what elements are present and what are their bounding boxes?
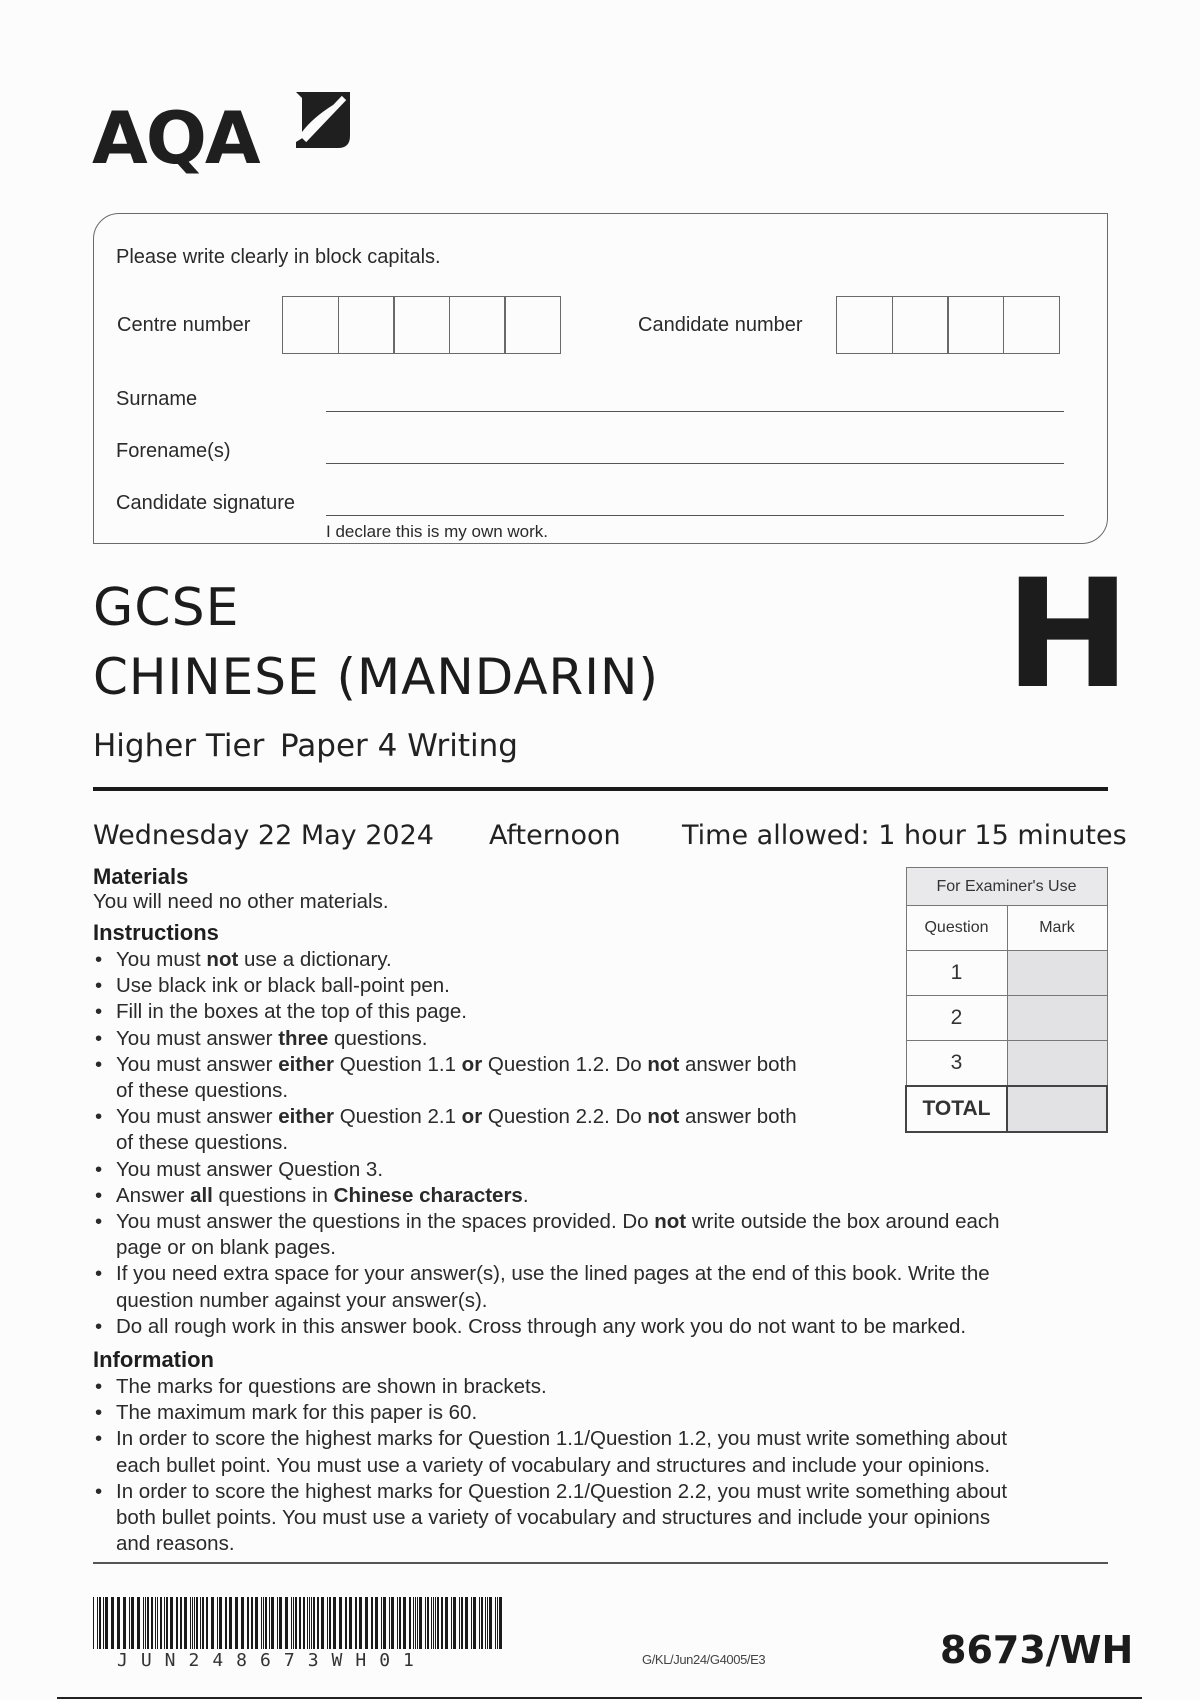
- barcode-bar: [225, 1597, 227, 1649]
- barcode-bar: [359, 1597, 362, 1649]
- barcode-bar: [391, 1597, 394, 1649]
- question-number: 2: [906, 996, 1007, 1041]
- list-item: [93, 1183, 1093, 1209]
- list-item-text: answer both: [679, 1052, 797, 1076]
- barcode-bar: [445, 1597, 448, 1649]
- barcode-bar: [451, 1597, 452, 1649]
- candidate-number-digit[interactable]: [892, 296, 949, 354]
- surname-field[interactable]: [326, 411, 1064, 412]
- barcode-bar: [461, 1597, 463, 1649]
- bold-text: all: [190, 1183, 213, 1207]
- barcode-bar: [277, 1597, 278, 1649]
- list-item-text: In order to score the highest marks for Question 2.1/Question 2.2, you must write something about: [116, 1479, 1008, 1503]
- barcode-bar: [255, 1597, 258, 1649]
- barcode-bar: [265, 1597, 267, 1649]
- barcode-bar: [307, 1597, 308, 1649]
- barcode-bar: [211, 1597, 214, 1649]
- barcode-bar: [206, 1597, 208, 1649]
- barcode-bar: [381, 1597, 382, 1649]
- barcode-bar: [200, 1597, 201, 1649]
- candidate-number-digit[interactable]: [1003, 296, 1060, 354]
- barcode-bar: [441, 1597, 443, 1649]
- barcode-bar: [425, 1597, 426, 1649]
- candidate-number-boxes[interactable]: [836, 296, 1058, 354]
- barcode-bar: [339, 1597, 342, 1649]
- bold-text: either: [278, 1105, 335, 1129]
- barcode-bar: [489, 1597, 492, 1649]
- total-label: TOTAL: [906, 1086, 1007, 1132]
- bold-text: either: [278, 1052, 335, 1076]
- list-item: [93, 1261, 1093, 1313]
- time-allowed: Time allowed: 1 hour 15 minutes: [682, 820, 1127, 851]
- barcode-bar: [263, 1597, 264, 1649]
- barcode-bar: [497, 1597, 498, 1649]
- barcode-bar: [417, 1597, 418, 1649]
- barcode-bar: [495, 1597, 496, 1649]
- list-item: [93, 1479, 1108, 1558]
- list-item-text: Question 1.2. Do: [482, 1052, 648, 1076]
- list-item-continuation: of these questions.: [116, 1079, 289, 1103]
- total-row: [906, 1086, 1107, 1132]
- barcode-bar: [202, 1597, 204, 1649]
- barcode-bar: [103, 1597, 104, 1649]
- page-bottom-edge: [57, 1697, 1142, 1699]
- document-reference: G/KL/Jun24/G4005/E3: [642, 1652, 766, 1667]
- list-item-text: use a dictionary.: [238, 948, 392, 971]
- barcode-bar: [123, 1597, 126, 1649]
- question-number: 3: [906, 1041, 1007, 1087]
- total-mark-cell: [1007, 1086, 1107, 1132]
- barcode-bar: [160, 1597, 162, 1649]
- barcode-bar: [383, 1597, 386, 1649]
- list-item-text: questions.: [328, 1026, 428, 1050]
- exam-date: Wednesday 22 May 2024: [93, 820, 434, 851]
- barcode-bar: [329, 1597, 331, 1649]
- barcode-bar: [229, 1597, 232, 1649]
- barcode-bar: [433, 1597, 434, 1649]
- mark-cell: [1007, 1041, 1107, 1087]
- logo-text: AQA: [92, 96, 259, 180]
- declaration-text: I declare this is my own work.: [326, 522, 549, 541]
- bold-text: not: [654, 1210, 687, 1234]
- barcode-bar: [241, 1597, 244, 1649]
- barcode: [93, 1597, 503, 1649]
- list-item-text: You must answer the questions in the spaces provided. Do: [116, 1210, 655, 1234]
- list-item-text: Question 1.1: [334, 1052, 462, 1076]
- barcode-bar: [247, 1597, 249, 1649]
- barcode-bar: [235, 1597, 238, 1649]
- list-item: [93, 1209, 1093, 1261]
- qualification-title: GCSE: [93, 578, 240, 638]
- barcode-bar: [251, 1597, 253, 1649]
- barcode-bar: [321, 1597, 324, 1649]
- barcode-bar: [399, 1597, 401, 1649]
- paper-label: Paper 4 Writing: [280, 728, 518, 764]
- barcode-bar: [349, 1597, 352, 1649]
- instructions-heading: Instructions: [93, 920, 219, 945]
- list-item-text: Question 2.2. Do: [482, 1105, 648, 1129]
- barcode-bar: [375, 1597, 378, 1649]
- list-item-text: Answer: [116, 1183, 191, 1207]
- barcode-bar: [299, 1597, 301, 1649]
- list-item-continuation: and reasons.: [116, 1532, 235, 1556]
- list-item-text: You must: [116, 948, 207, 971]
- barcode-bar: [291, 1597, 292, 1649]
- barcode-bar: [431, 1597, 432, 1649]
- list-item-text: You must answer: [116, 1052, 279, 1076]
- candidate-number-digit[interactable]: [947, 296, 1004, 354]
- subject-title: CHINESE (MANDARIN): [93, 648, 659, 706]
- barcode-bar: [219, 1597, 222, 1649]
- forenames-label: Forename(s): [116, 440, 231, 462]
- barcode-bar: [415, 1597, 416, 1649]
- bold-text: not: [206, 948, 239, 971]
- bold-text: not: [647, 1105, 680, 1129]
- bold-text: or: [461, 1105, 483, 1129]
- barcode-bar: [333, 1597, 336, 1649]
- barcode-bar: [479, 1597, 480, 1649]
- bold-text: three: [278, 1026, 329, 1050]
- barcode-bar: [435, 1597, 436, 1649]
- barcode-bar: [192, 1597, 193, 1649]
- barcode-bar: [437, 1597, 439, 1649]
- barcode-bar: [481, 1597, 483, 1649]
- list-item: [93, 1374, 1108, 1400]
- barcode-bar: [427, 1597, 429, 1649]
- barcode-bar: [194, 1597, 195, 1649]
- question-number: 1: [906, 951, 1007, 996]
- barcode-bar: [190, 1597, 191, 1649]
- barcode-bar: [269, 1597, 270, 1649]
- barcode-bar: [97, 1597, 98, 1649]
- aqa-leaf-icon: [294, 92, 350, 148]
- list-item-text: The maximum mark for this paper is 60.: [116, 1401, 478, 1425]
- barcode-bar: [397, 1597, 398, 1649]
- barcode-bar: [311, 1597, 312, 1649]
- barcode-bar: [303, 1597, 305, 1649]
- centre-number-digit[interactable]: [449, 296, 506, 354]
- centre-number-digit[interactable]: [338, 296, 395, 354]
- barcode-bar: [295, 1597, 297, 1649]
- paper-code: 8673/WH: [940, 1628, 1134, 1672]
- list-item-text: Do all rough work in this answer book. Cross through any work you do not want to be marked.: [116, 1314, 967, 1338]
- barcode-bar: [473, 1597, 476, 1649]
- list-item-text: Question 2.1: [334, 1105, 462, 1129]
- barcode-bar: [487, 1597, 488, 1649]
- barcode-bar: [317, 1597, 319, 1649]
- information-list: [93, 1374, 1108, 1557]
- barcode-bar: [345, 1597, 347, 1649]
- list-item-text: You must answer Question 3.: [116, 1157, 384, 1181]
- barcode-bar: [145, 1597, 146, 1649]
- question-column-header: Question: [906, 906, 1007, 951]
- barcode-bar: [137, 1597, 140, 1649]
- list-item-text: answer both: [679, 1105, 797, 1129]
- list-item: [93, 1426, 1108, 1478]
- barcode-bar: [293, 1597, 294, 1649]
- list-item-text: The marks for questions are shown in brackets.: [116, 1375, 547, 1398]
- barcode-bar: [499, 1597, 502, 1649]
- list-item: [93, 1314, 1093, 1340]
- signature-field[interactable]: [326, 515, 1064, 516]
- barcode-bar: [129, 1597, 130, 1649]
- centre-number-digit[interactable]: [504, 296, 561, 354]
- mark-column-header: Mark: [1007, 906, 1107, 951]
- forenames-field[interactable]: [326, 463, 1064, 464]
- information-heading: Information: [93, 1347, 214, 1372]
- centre-number-label: Centre number: [117, 314, 251, 336]
- barcode-bar: [413, 1597, 414, 1649]
- barcode-bar: [166, 1597, 168, 1649]
- list-item-continuation: question number against your answer(s).: [116, 1288, 488, 1312]
- list-item-text: Fill in the boxes at the top of this page.: [116, 1000, 467, 1024]
- list-item-text: You must answer: [116, 1105, 279, 1129]
- centre-number-digit[interactable]: [393, 296, 450, 354]
- signature-label: Candidate signature: [116, 492, 296, 514]
- barcode-bar: [409, 1597, 411, 1649]
- barcode-bar: [117, 1597, 120, 1649]
- tier-label: Higher Tier: [93, 728, 265, 764]
- barcode-bar: [157, 1597, 158, 1649]
- barcode-bar: [170, 1597, 173, 1649]
- table-row: [906, 951, 1107, 996]
- barcode-bar: [143, 1597, 144, 1649]
- barcode-bar: [271, 1597, 274, 1649]
- barcode-bar: [155, 1597, 156, 1649]
- centre-number-digit[interactable]: [282, 296, 339, 354]
- barcode-bar: [471, 1597, 472, 1649]
- barcode-bar: [365, 1597, 368, 1649]
- list-item-text: .: [522, 1183, 529, 1207]
- list-item-continuation: page or on blank pages.: [116, 1236, 336, 1260]
- list-item-text: You must answer: [116, 1026, 279, 1050]
- list-item-text: write outside the box around each: [686, 1210, 1000, 1234]
- centre-number-boxes[interactable]: [282, 296, 560, 354]
- materials-heading: Materials: [93, 864, 189, 889]
- barcode-bar: [131, 1597, 134, 1649]
- exam-session: Afternoon: [489, 820, 621, 851]
- list-item-text: questions in: [212, 1183, 334, 1207]
- candidate-number-digit[interactable]: [836, 296, 893, 354]
- title-divider: [93, 787, 1108, 791]
- barcode-bar: [453, 1597, 456, 1649]
- barcode-bar: [309, 1597, 310, 1649]
- barcode-bar: [327, 1597, 328, 1649]
- barcode-bar: [389, 1597, 390, 1649]
- candidate-number-label: Candidate number: [638, 314, 803, 336]
- list-item-text: Use black ink or black ball-point pen.: [116, 974, 450, 998]
- barcode-bar: [184, 1597, 187, 1649]
- surname-label: Surname: [116, 388, 198, 410]
- barcode-bar: [285, 1597, 288, 1649]
- examiners-use-title: For Examiner's Use: [906, 868, 1107, 906]
- bold-text: not: [647, 1052, 680, 1076]
- list-item: [93, 1157, 1093, 1183]
- barcode-bar: [176, 1597, 178, 1649]
- mark-cell: [1007, 951, 1107, 996]
- barcode-bar: [164, 1597, 165, 1649]
- list-item-text: If you need extra space for your answer(s), use the lined pages at the end of this book. Write the: [116, 1262, 990, 1286]
- barcode-text: JUN248673WH01: [117, 1650, 427, 1671]
- list-item-continuation: each bullet point. You must use a variety of vocabulary and structures and include your opinions.: [116, 1453, 991, 1477]
- barcode-bar: [419, 1597, 422, 1649]
- barcode-bar: [371, 1597, 373, 1649]
- barcode-bar: [93, 1597, 94, 1649]
- mark-cell: [1007, 996, 1107, 1041]
- barcode-bar: [485, 1597, 486, 1649]
- tier-letter: H: [1005, 548, 1131, 722]
- barcode-bar: [217, 1597, 218, 1649]
- bold-text: or: [461, 1052, 483, 1076]
- table-row: [906, 1041, 1107, 1087]
- barcode-bar: [465, 1597, 468, 1649]
- barcode-bar: [261, 1597, 262, 1649]
- list-item-text: In order to score the highest marks for Question 1.1/Question 1.2, you must write something about: [116, 1427, 1008, 1451]
- barcode-bar: [151, 1597, 153, 1649]
- bold-text: Chinese characters: [333, 1183, 523, 1207]
- barcode-bar: [403, 1597, 406, 1649]
- list-item-continuation: of these questions.: [116, 1131, 289, 1155]
- barcode-bar: [111, 1597, 114, 1649]
- table-row: [906, 996, 1107, 1041]
- list-item-continuation: both bullet points. You must use a variety of vocabulary and structures and include your opinions: [116, 1506, 991, 1530]
- barcode-bar: [196, 1597, 198, 1649]
- examiners-use-table: [905, 867, 1108, 1133]
- block-capitals-instruction: Please write clearly in block capitals.: [116, 246, 441, 268]
- barcode-bar: [313, 1597, 315, 1649]
- list-item: [93, 1400, 1108, 1426]
- barcode-bar: [355, 1597, 357, 1649]
- barcode-bar: [279, 1597, 282, 1649]
- barcode-bar: [459, 1597, 460, 1649]
- materials-text: You will need no other materials.: [93, 890, 389, 913]
- footer-divider: [93, 1562, 1108, 1564]
- barcode-bar: [180, 1597, 182, 1649]
- barcode-bar: [147, 1597, 149, 1649]
- barcode-bar: [105, 1597, 108, 1649]
- barcode-bar: [99, 1597, 101, 1649]
